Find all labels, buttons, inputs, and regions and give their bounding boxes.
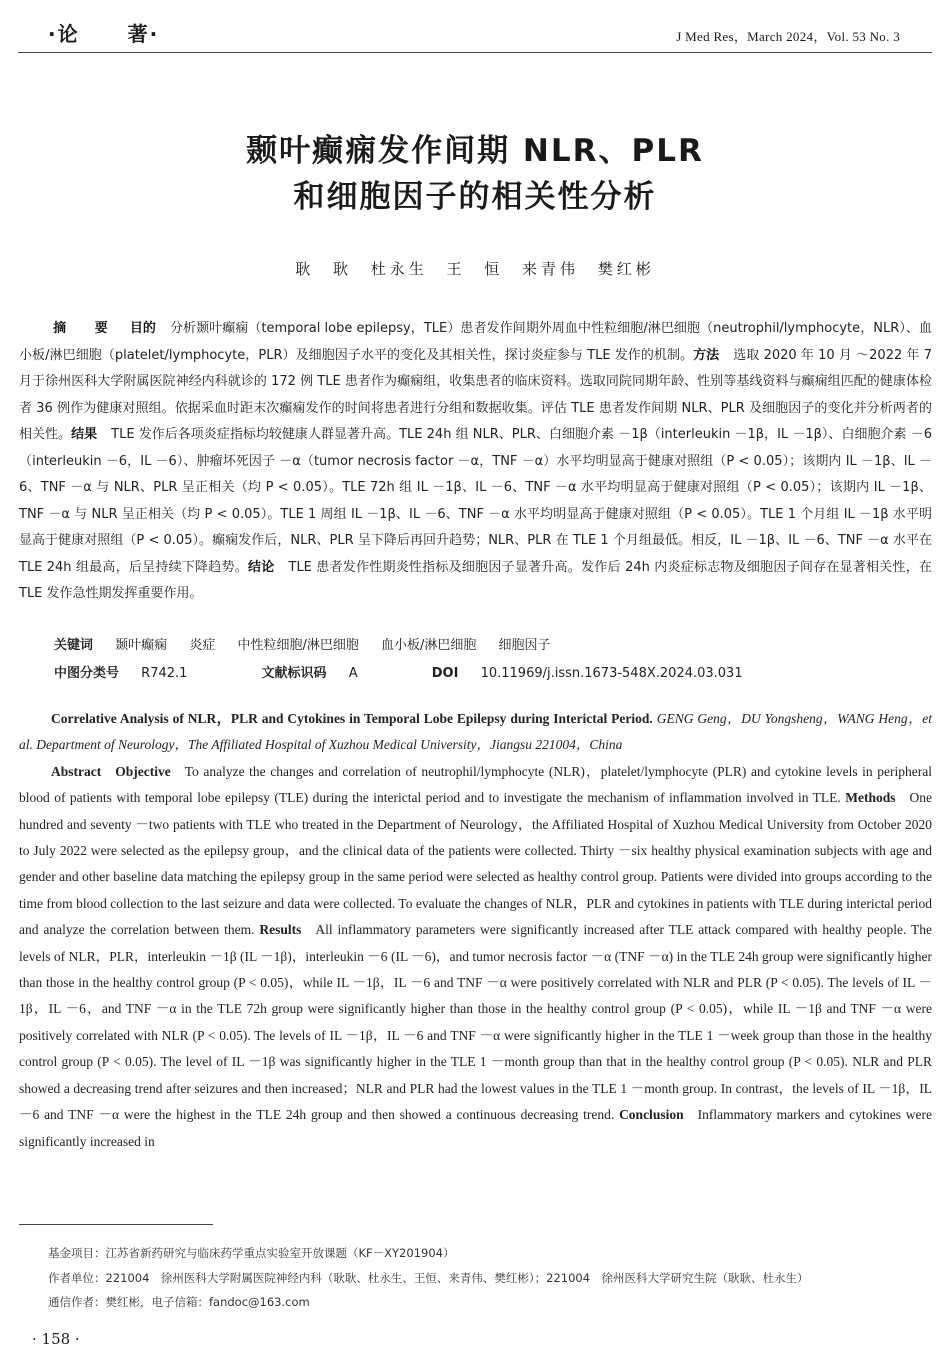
abstract-label: 摘 要: [53, 321, 120, 336]
keyword: 中性粒细胞/淋巴细胞: [237, 638, 359, 653]
doi-value: 10.11969/j.issn.1673-548X.2024.03.031: [480, 666, 743, 681]
abstract-cn: [19, 316, 932, 608]
title-line-2: 和细胞因子的相关性分析: [293, 179, 657, 215]
methods-text: 选取 2020 年 10 月 ～2022 年 7 月于徐州医科大学附属医院神经内科就诊的 172 例 TLE 患者作为癫痫组，收集患者的临床资料。选取同院同期年龄、性别等基线资料与癫痫组匹配的健康体检者 36 例作为健康对照组。依据采血时距末次癫痫发作的时间将患者进行分组和数据收集。评估 TLE 患者发作间期 NLR、PLR 及细胞因子的变化并分析两者的相关性。: [19, 347, 932, 442]
en-abstract-label: Abstract: [51, 763, 102, 779]
conclusion-text: TLE 患者发作性期炎性指标及细胞因子显著升高。发作后 24h 内炎症标志物及细胞因子间存在显著相关性，在 TLE 发作急性期发挥重要作用。: [19, 559, 932, 601]
en-objective-label: Objective: [115, 763, 171, 779]
section-label-part1: ·论: [48, 22, 80, 46]
en-results-text: All inflammatory parameters were significantly increased after TLE attack compared with healthy people. The levels of NLR，PLR，interleukin －1β (IL －1β)，interleukin －6 (IL －6)，and tumor necrosis factor －α (TNF －α) in the TLE 24h group were significantly higher than those in the healthy control group (P < 0.05)，while IL －1β，IL －6 and TNF －α were positively correlated with NLR and PLR (P < 0.05). The levels of IL －1β，IL －6，and TNF －α in the TLE 72h group were significantly higher than those in the healthy control group (P < 0.05)，while IL －1β and TNF －α were positively correlated with NLR (P < 0.05). The levels of IL －1β，IL －6 and TNF －α were significantly higher in the TLE 1 －week group than those in the healthy control group (P < 0.05). The level of IL －1β was significantly higher in the TLE 1 －month group than that in the healthy control group (P < 0.05). NLR and PLR showed a decreasing trend after seizures and then increased；NLR and PLR had the lowest values in the TLE 1 －month group. In contrast，the levels of IL －1β，IL －6 and TNF －α were the highest in the TLE 24h group and then showed a continuous decreasing trend.: [19, 922, 933, 1123]
section-label: [48, 18, 159, 47]
doi-label: DOI: [431, 666, 459, 681]
en-conclusion-text: Inflammatory markers and cytokines were significantly increased in: [19, 1107, 933, 1149]
en-title: Correlative Analysis of NLR，PLR and Cytokines in Temporal Lobe Epilepsy during Interictal Period.: [51, 711, 653, 726]
doc-code-value: A: [348, 666, 358, 681]
results-text: TLE 发作后各项炎症指标均较健康人群显著升高。TLE 24h 组 NLR、PLR、白细胞介素 －1β（interleukin －1β，IL －1β）、白细胞介素 －6（interleukin －6，IL －6）、肿瘤坏死因子 －α（tumor necrosis factor －α，TNF －α）水平均明显高于健康对照组（P < 0.05）；该期内 IL －1β、IL －6、TNF －α 与 NLR、PLR 呈正相关（均 P < 0.05）。TLE 72h 组 IL －1β、IL －6、TNF －α 水平均明显高于健康对照组（P < 0.05）；该期内 IL －1β、TNF －α 与 NLR 呈正相关（均 P < 0.05）。TLE 1 周组 IL －1β、IL －6、TNF －α 水平均明显高于健康对照组（P < 0.05）。TLE 1 个月组 IL －1β 水平明显高于健康对照组（P < 0.05）。癫痫发作后，NLR、PLR 呈下降后再回升趋势；NLR、PLR 在 TLE 1 个月组最低。相反，IL －1β、IL －6、TNF －α 水平在 TLE 24h 组最高，后呈持续下降趋势。: [19, 427, 933, 575]
en-conclusion-label: Conclusion: [619, 1107, 684, 1123]
page-header: [48, 18, 930, 48]
keywords-line: [54, 634, 551, 653]
keyword: 炎症: [189, 638, 216, 653]
en-objective-text: To analyze the changes and correlation of neutrophil/lymphocyte (NLR)，platelet/lymphocyte (PLR) and cytokine levels in peripheral blood of patients with temporal lobe epilepsy (TLE) during the interictal period and to investigate the mechanism of inflammation involved in TLE.: [19, 763, 932, 806]
clc-value: R742.1: [141, 666, 188, 681]
clc-label: 中图分类号: [54, 666, 120, 681]
authors: 耿 耿 杜永生 王 恒 来青伟 樊红彬: [295, 260, 655, 278]
footnote-rule: [19, 1224, 213, 1225]
en-methods-text: One hundred and seventy －two patients with TLE who treated in the Department of Neurology，the Affiliated Hospital of Xuzhou Medical University from October 2020 to July 2022 were selected as the epilepsy group，and the clinical data of the patients were collected. Thirty －six healthy physical examination subjects with age and gender and other baseline data matching the epilepsy group in the same period were selected as healthy control group. Patients were divided into groups according to the time from blood collection to the last seizure and data were collected. To evaluate the changes of NLR，PLR and cytokines in patients with TLE during interictal period and analyze the correlation between them.: [19, 790, 932, 938]
header-rule: [18, 52, 932, 53]
results-label: 结果: [71, 427, 98, 442]
keywords-label: 关键词: [54, 638, 94, 653]
classification-line: [54, 662, 743, 681]
keyword: 颞叶癫痫: [115, 638, 168, 653]
page-number: · 158 ·: [32, 1330, 80, 1348]
section-label-part2: 著·: [127, 22, 160, 46]
objective-label: 目的: [129, 321, 156, 336]
footnote-affiliation: 作者单位：221004 徐州医科大学附属医院神经内科（耿耿、杜永生、王恒、来青伟、樊红彬）；221004 徐州医科大学研究生院（耿耿、杜永生）: [48, 1271, 809, 1285]
conclusion-label: 结论: [248, 559, 275, 575]
en-results-label: Results: [259, 922, 302, 938]
objective-text: 分析颞叶癫痫（temporal lobe epilepsy，TLE）患者发作间期外周血中性粒细胞/淋巴细胞（neutrophil/lymphocyte，NLR）、血小板/淋巴细胞（platelet/lymphocyte，PLR）及细胞因子水平的变化及其相关性，探讨炎症参与 TLE 发作的机制。: [19, 321, 932, 363]
keyword: 细胞因子: [498, 638, 551, 653]
abstract-en: [19, 706, 932, 1155]
en-methods-label: Methods: [845, 790, 896, 806]
doc-code-label: 文献标识码: [261, 666, 327, 681]
methods-label: 方法: [693, 347, 720, 363]
en-authors: GENG Geng，DU Yongsheng，WANG Heng，et al. Department of Neurology，The Affiliated Hospital of Xuzhou Medical University，Jiangsu 221004，China: [19, 711, 933, 753]
footnote-correspondence: 通信作者：樊红彬，电子信箱：fandoc@163.com: [48, 1295, 310, 1309]
journal-citation: J Med Res，March 2024，Vol. 53 No. 3: [676, 29, 900, 44]
title-line-1: 颞叶癫痫发作间期 NLR、PLR: [246, 133, 704, 169]
keyword: 血小板/淋巴细胞: [381, 638, 477, 653]
article-title: [0, 128, 950, 220]
footnote-funding: 基金项目：江苏省新药研究与临床药学重点实验室开放课题（KF－XY201904）: [48, 1246, 455, 1260]
